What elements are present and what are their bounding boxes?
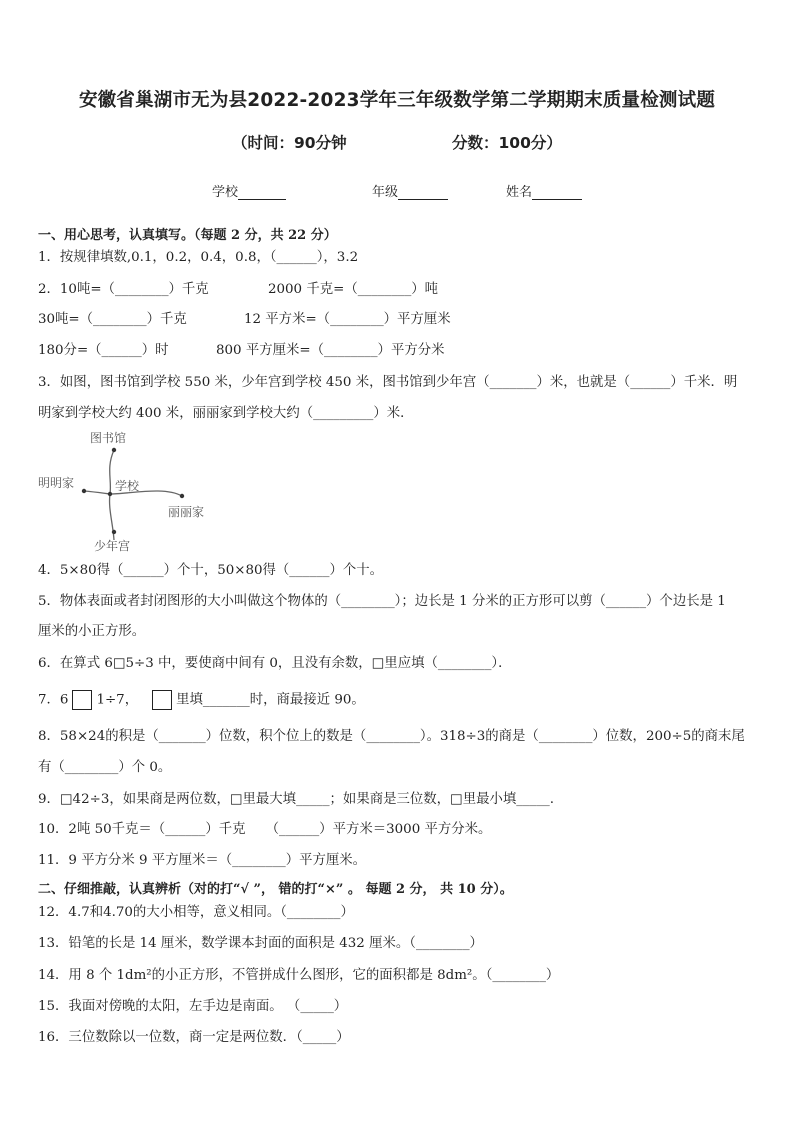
question-7-start: 7．6	[38, 692, 69, 708]
question-7-end: 里填_______时，商最接近 90。	[176, 692, 365, 708]
question-2c: 30吨=（________）千克	[38, 312, 187, 327]
question-14: 14．用 8 个 1dm²的小正方形，不管拼成什么图形，它的面积都是 8dm²。（________）	[38, 968, 560, 983]
question-4: 4．5×80得（______）个十，50×80得（______）个十。	[38, 563, 384, 578]
exam-title: 安徽省巢湖市无为县2022-2023学年三年级数学第二学期期末质量检测试题	[78, 90, 716, 111]
mingming-home-label: 明明家	[38, 476, 75, 490]
question-7	[38, 690, 365, 710]
question-3-line2: 明家到学校大约 400 米，丽丽家到学校大约（_________）米．	[38, 406, 414, 421]
school-point	[108, 492, 112, 496]
school-label-map: 学校	[115, 479, 140, 493]
school-field	[212, 181, 286, 200]
time-info: （时间：90分钟	[232, 134, 347, 152]
grade-field	[372, 181, 448, 200]
library-point	[112, 448, 116, 452]
question-2d: 12 平方米=（________）平方厘米	[244, 312, 451, 327]
question-7-mid: 1÷7，	[96, 692, 139, 708]
school-label: 学校	[212, 185, 239, 200]
question-8-line1: 8．58×24的积是（_______）位数，积个位上的数是（________）。318÷3的商是（________）位数，200÷5的商末尾	[38, 729, 745, 744]
question-9: 9．□42÷3，如果商是两位数，□里最大填_____；如果商是三位数，□里最小填_____.	[38, 792, 555, 807]
question-11: 11．9 平方分米 9 平方厘米＝（________）平方厘米。	[38, 853, 367, 868]
question-13: 13．铅笔的长是 14 厘米，数学课本封面的面积是 432 厘米。（________）	[38, 936, 483, 951]
school-blank[interactable]	[238, 185, 286, 200]
answer-box-1[interactable]	[72, 690, 92, 710]
name-blank[interactable]	[532, 185, 582, 200]
score-info: 分数：100分）	[452, 134, 562, 152]
lili-home-label: 丽丽家	[168, 505, 205, 519]
section-2-heading: 二、仔细推敲，认真辨析（对的打“√ ”， 错的打“×” 。 每题 2 分， 共 10 分）。	[38, 882, 513, 897]
name-label: 姓名	[506, 185, 533, 200]
library-label: 图书馆	[90, 431, 127, 445]
question-2f: 800 平方厘米=（________）平方分米	[216, 343, 445, 358]
question-10: 10．2吨 50千克＝（______）千克 （______）平方米＝3000 平方分米。	[38, 822, 492, 837]
answer-box-2[interactable]	[152, 690, 172, 710]
question-2a: 2．10吨=（________）千克	[38, 282, 209, 297]
question-6: 6．在算式 6□5÷3 中，要使商中间有 0，且没有余数，□里应填（________）．	[38, 656, 512, 671]
question-12: 12．4.7和4.70的大小相等，意义相同。（________）	[38, 905, 354, 920]
location-map	[34, 428, 224, 554]
grade-label: 年级	[372, 185, 399, 200]
question-15: 15．我面对傍晚的太阳，左手边是南面。 （_____）	[38, 999, 348, 1014]
question-8-line2: 有（________）个 0。	[38, 760, 172, 775]
mingming-home-point	[82, 489, 86, 493]
lili-home-point	[180, 494, 184, 498]
youth-palace-point	[112, 530, 116, 534]
name-field	[506, 181, 582, 200]
question-2b: 2000 千克=（________）吨	[268, 282, 439, 297]
grade-blank[interactable]	[398, 185, 448, 200]
question-5-line2: 厘米的小正方形。	[38, 624, 146, 639]
section-1-heading: 一、用心思考，认真填写。（每题 2 分，共 22 分）	[38, 228, 337, 243]
question-3-line1: 3．如图，图书馆到学校 550 米，少年宫到学校 450 米，图书馆到少年宫（_______）米，也就是（______）千米．明	[38, 375, 738, 390]
question-16: 16．三位数除以一位数，商一定是两位数．（_____）	[38, 1030, 350, 1045]
youth-palace-label: 少年宫	[94, 539, 131, 553]
question-1: 1．按规律填数,0.1，0.2，0.4，0.8，（______），3.2	[38, 250, 359, 265]
question-2e: 180分=（______）时	[38, 343, 169, 358]
question-5-line1: 5．物体表面或者封闭图形的大小叫做这个物体的（________）；边长是 1 分米的正方形可以剪（______）个边长是 1	[38, 594, 726, 609]
